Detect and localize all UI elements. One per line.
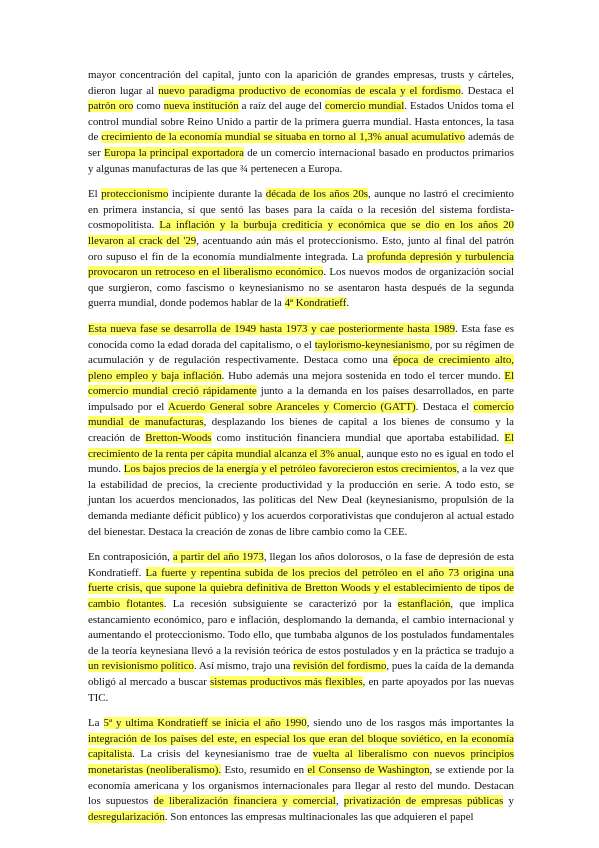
highlighted-text: comercio mundial de manufacturas	[88, 400, 514, 429]
highlighted-text: Los bajos precios de la energía y el petróleo favorecieron estos crecimientos	[123, 463, 457, 476]
text-run: . Hubo además una mejora sostenida en todo el tercer mundo.	[221, 369, 505, 382]
text-run: . La recesión subsiguiente se caracterizó por la	[163, 598, 398, 610]
highlighted-text: crecimiento de la economía mundial se situaba en torno al 1,3% anual acumulativo	[101, 131, 466, 144]
highlighted-text: a partir del año 1973	[172, 551, 264, 564]
text-run: . Los nuevos modos de organización social que surgieron, como fascismo o keynesianismo no se asentaron hasta después de la segunda guerra mundial, donde podemos hablar de la	[88, 266, 514, 310]
text-run: , desplazando los bienes de capital a los bienes de consumo y la creación de	[88, 416, 514, 445]
highlighted-text: proteccionismo	[101, 188, 169, 201]
highlighted-text: vuelta al liberalismo con nuevos principios monetaristas (neoliberalismo).	[88, 748, 515, 776]
highlighted-text: sistemas productivos más flexibles	[209, 675, 363, 688]
highlighted-text: desregularización	[88, 810, 165, 823]
text-run: , aunque no lastró el crecimiento en primera instancia, sí que sentó las bases para la caída o la recesión del sistema fordista-cosmopolitista.	[88, 188, 514, 232]
text-run: Esto, resumido en	[221, 763, 308, 776]
highlighted-text: revisión del fordismo	[293, 660, 387, 673]
highlighted-text: 5ª y ultima Kondratieff se inicia el año 1990	[103, 717, 307, 730]
text-run: como	[133, 100, 164, 113]
highlighted-text: nuevo paradigma productivo de economías de escala y el fordismo	[158, 84, 461, 97]
text-run: a raíz del auge del	[238, 100, 325, 113]
highlighted-text: La inflación y la burbuja crediticia y económica que se dio en los años 20 llevaron al crack del '29	[88, 219, 514, 247]
highlighted-text: nueva institución	[163, 100, 239, 113]
paragraph	[88, 550, 514, 706]
paragraph	[88, 716, 514, 825]
text-run: , siendo uno de los rasgos más importantes la	[306, 717, 514, 730]
text-run: . Destaca el	[460, 84, 514, 97]
highlighted-text: La fuerte y repentina subida de los precios del petróleo en el año 73 origina una fuerte crisis, que supone la quiebra definitiva de Bretton Woods y el establecimiento de tipos de cambio flotantes	[88, 566, 514, 610]
text-run: , que implica estancamiento económico, paro e inflación, desplomando la demanda, el cambio internacional y aumentando el proteccionismo. Todo ello, que tumbaba algunos de los postulados fundamentales de la teoría keynesiana llevó a la revisión teórica de estos postulados y en la práctica se tradujo a	[88, 598, 514, 657]
text-run: , en parte apoyados por las nuevas TIC.	[88, 675, 515, 704]
document-body	[88, 68, 514, 835]
highlighted-text: comercio mundial	[325, 100, 405, 113]
text-run: mayor concentración del capital, junto con la aparición de grandes empresas, trusts y cárteles, dieron lugar al	[88, 69, 514, 97]
text-run: . La crisis del keynesianismo trae de	[132, 748, 313, 761]
highlighted-text: de liberalización financiera y comercial	[153, 795, 336, 808]
text-run: además de ser	[88, 131, 514, 159]
highlighted-text: Europa la principal exportadora	[104, 146, 244, 159]
text-run: junto a la demanda en los países desarrollados, en parte impulsado por el	[88, 385, 515, 413]
text-run: incipiente durante la	[168, 188, 266, 201]
text-run: de un comercio internacional basado en productos primarios y algunas manufacturas de las que ¾ pertenecen a Europa.	[88, 146, 514, 175]
text-run: , por su régimen de acumulación y de regulación respectivamente. Destaca como una	[88, 338, 514, 367]
highlighted-text: un revisionismo político	[88, 660, 194, 673]
highlighted-text: década de los años 20s	[265, 188, 369, 201]
text-run: como institución financiera mundial que aportaba estabilidad.	[211, 432, 505, 445]
text-run: , se extiende por la economía americana y los organismos internacionales para llegar al resto del mundo. Destacan los supuestos	[88, 763, 514, 808]
highlighted-text: El crecimiento de la renta per cápita mundial alcanza el 3% anual	[88, 432, 514, 460]
text-run: .	[346, 297, 350, 310]
text-run: y	[503, 795, 515, 808]
text-run: , pues la caída de la demanda obligó al mercado a buscar	[88, 660, 514, 688]
paragraph	[88, 68, 514, 177]
text-run: El	[88, 188, 102, 201]
paragraph	[88, 322, 514, 540]
highlighted-text: privatización de empresas públicas	[343, 795, 504, 808]
text-run: , acentuando aún más el proteccionismo. Esto, junto al final del patrón oro supuso el fin de la economía mundialmente integrada. La	[88, 234, 514, 263]
highlighted-text: Bretton-Woods	[145, 432, 212, 445]
text-run: . Así mismo, trajo una	[193, 660, 294, 673]
highlighted-text: taylorismo-keynesianismo	[314, 338, 430, 351]
text-run: , a la vez que la estabilidad de precios, la creciente productividad y la producción en serie. A todo esto, se juntan los acuerdos mencionados, las políticas del New Deal (keynesianismo, propulsión de la demanda mediante déficit público) y los acuerdos corporativistas que condujeron al actual estado del bienestar. Destaca la creación de zonas de libre cambio como la CEE.	[88, 463, 514, 538]
text-run: , aunque esto no es igual en todo el mundo.	[88, 447, 514, 476]
highlighted-text: El comercio mundial creció rápidamente	[88, 369, 514, 398]
highlighted-text: profunda depresión y turbulencia provocaron un retroceso en el liberalismo económico	[88, 250, 514, 279]
text-run: . Son entonces las empresas multinacionales las que adquieren el papel	[164, 810, 474, 823]
text-run: . Destaca el	[415, 400, 474, 413]
highlighted-text: Esta nueva fase se desarrolla de 1949 hasta 1973 y cae posteriormente hasta 1989	[88, 322, 456, 335]
highlighted-text: estanflación	[397, 598, 451, 610]
text-run: . Estados Unidos toma el control mundial sobre Reino Unido a partir de la primera guerra mundial. Hasta entonces, la tasa de	[88, 100, 514, 144]
highlighted-text: el Consenso de Washington	[307, 763, 430, 776]
highlighted-text: patrón oro	[88, 100, 134, 113]
highlighted-text: 4ª Kondratieff	[284, 297, 347, 310]
text-run: , llegan los años dolorosos, o la fase de depresión de esta Kondratieff.	[88, 551, 514, 579]
highlighted-text: época de crecimiento alto, pleno empleo y baja inflación	[88, 354, 514, 382]
text-run: ,	[335, 795, 344, 808]
text-run: . Esta fase es conocida como la edad dorada del capitalismo, o el	[88, 322, 514, 351]
highlighted-text: integración de los países del este, en especial los que eran del bloque soviético, en la economía capitalista	[88, 732, 514, 761]
paragraph	[88, 187, 514, 312]
text-run: La	[88, 717, 104, 730]
highlighted-text: Acuerdo General sobre Aranceles y Comercio (GATT)	[167, 400, 416, 413]
text-run: En contraposición,	[88, 551, 173, 564]
